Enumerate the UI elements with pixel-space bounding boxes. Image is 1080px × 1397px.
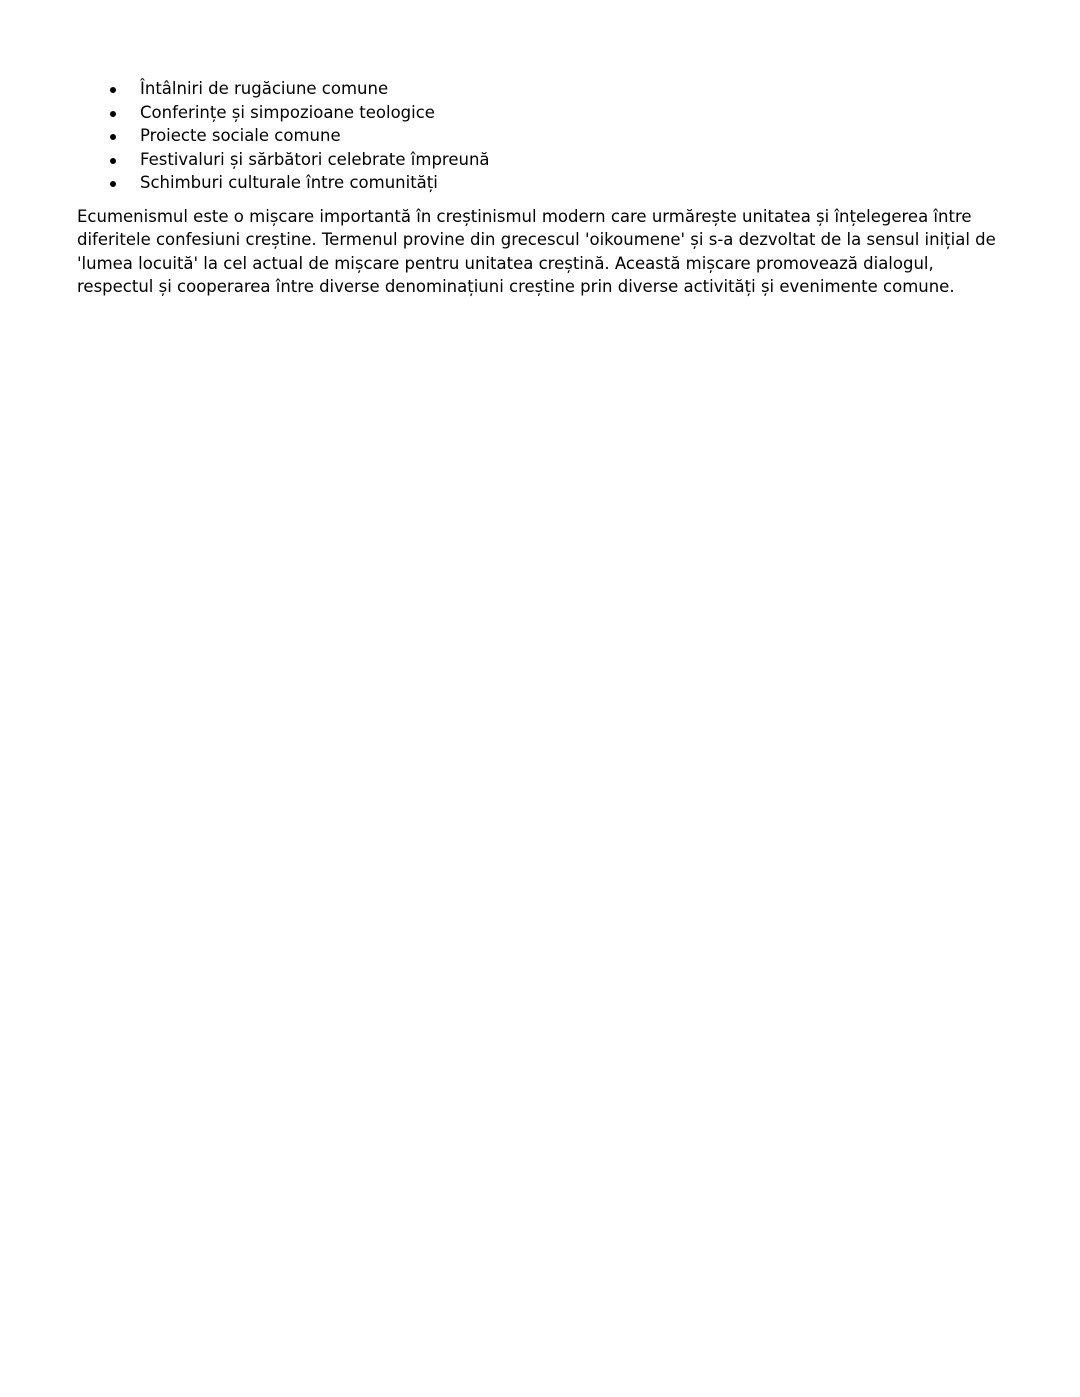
list-item-text: Conferințe și simpozioane teologice	[140, 102, 435, 122]
list-item	[106, 77, 966, 101]
bullet-icon	[110, 87, 116, 93]
ecumenism-paragraph: Ecumenismul este o mișcare importantă în creștinismul modern care urmărește unitatea și înțelegerea între diferitele confesiuni creștine. Termenul provine din grecescul 'oikoumene' și s-a dezvoltat de la sensul inițial de 'lumea locuită' la cel actual de mișcare pentru unitatea creștină. Această mișcare promovează dialogul, respectul și cooperarea între diverse denominațiuni creștine prin diverse activități și evenimente comune.	[77, 207, 996, 297]
list-item	[106, 101, 966, 125]
list-item	[106, 148, 966, 172]
list-item-text: Schimburi culturale între comunități	[140, 173, 438, 193]
bullet-icon	[110, 111, 116, 117]
list-item	[106, 171, 966, 195]
list-item-text: Proiecte sociale comune	[140, 126, 341, 146]
bullet-icon	[110, 134, 116, 140]
list-item-text: Întâlniri de rugăciune comune	[140, 79, 389, 98]
bullet-icon	[110, 158, 116, 164]
bullet-icon	[110, 181, 116, 187]
list-item-text: Festivaluri și sărbători celebrate împreună	[140, 149, 490, 169]
activities-bullet-list	[106, 77, 966, 195]
list-item	[106, 124, 966, 148]
